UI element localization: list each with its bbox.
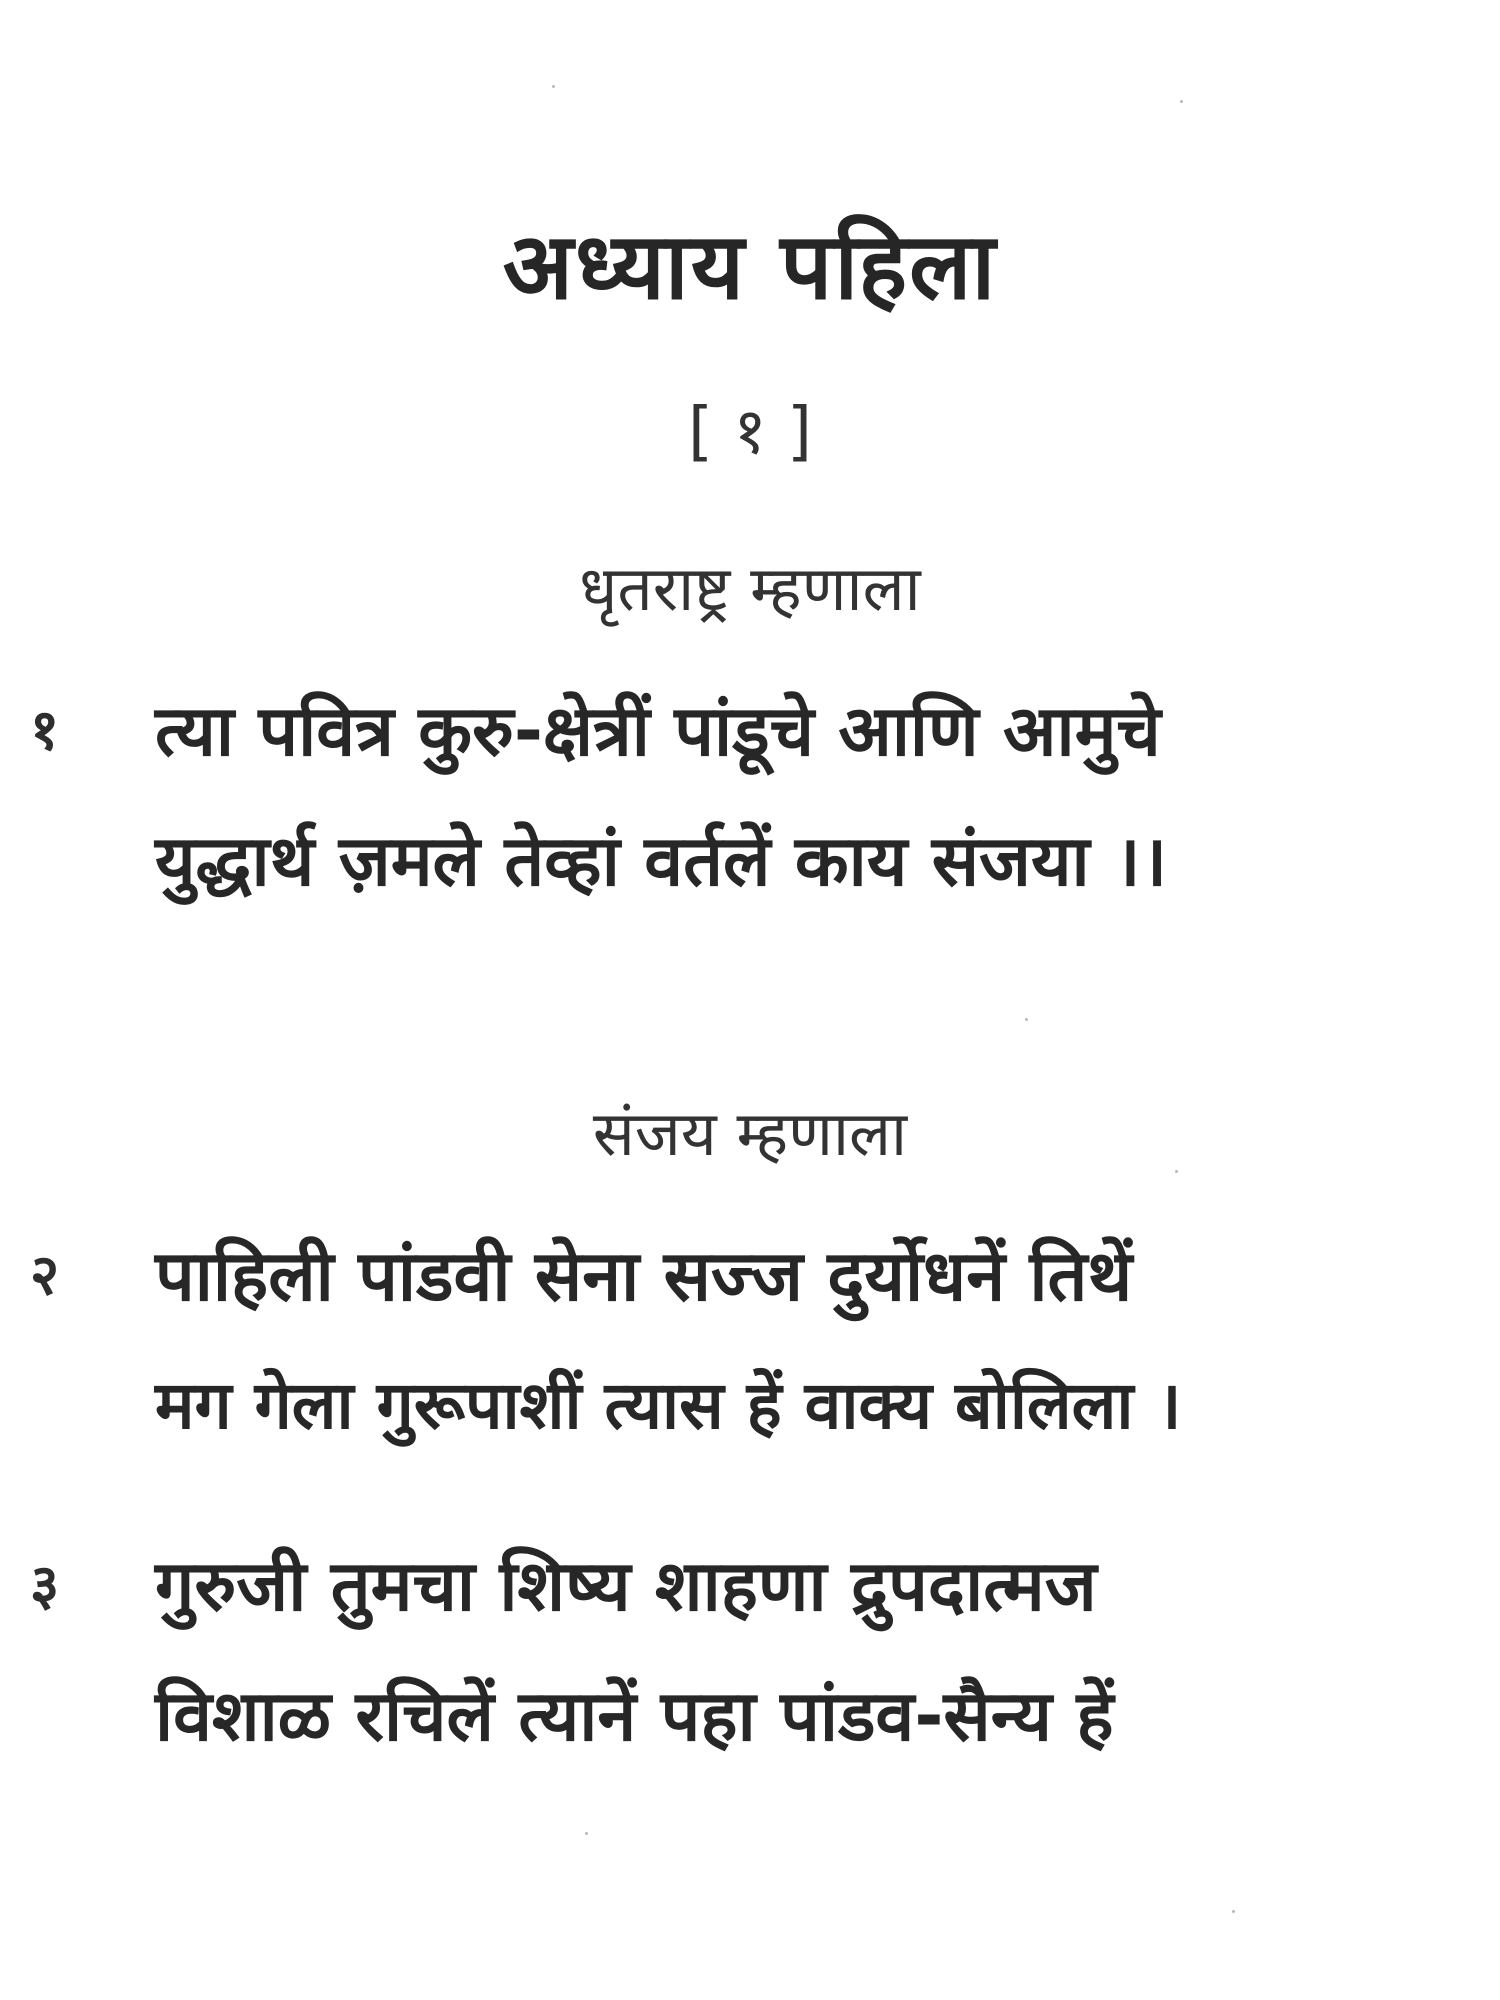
speaker-heading: संजय म्हणाला (592, 1097, 908, 1170)
verse-number: २ (30, 1243, 60, 1308)
chapter-title: अध्याय पहिला (502, 213, 998, 320)
verse-number: १ (30, 698, 60, 763)
verse-line: गुरुजी तुमचा शिष्य शाहणा द्रुपदात्मज (155, 1545, 1097, 1627)
scan-speck (552, 85, 555, 88)
scan-speck (1180, 100, 1183, 103)
scan-speck (1232, 1910, 1235, 1913)
verse-line: त्या पवित्र कुरु-क्षेत्रीं पांडूचे आणि आमुचे (155, 690, 1161, 772)
verse-line: विशाळ रचिलें त्यानें पहा पांडव-सैन्य हें (155, 1675, 1114, 1757)
scan-speck (1025, 1018, 1028, 1021)
scan-speck (585, 1832, 588, 1835)
verse-line: युद्धार्थ ज़मले तेव्हां वर्तलें काय संजया ।। (155, 820, 1168, 902)
speaker-heading: धृतराष्ट्र म्हणाला (579, 552, 921, 625)
verse-number: ३ (30, 1553, 60, 1618)
section-number: [ १ ] (688, 395, 812, 469)
verse-line: मग गेला गुरूपाशीं त्यास हें वाक्य बोलिला । (155, 1367, 1182, 1444)
verse-line: पाहिली पांडवी सेना सज्ज दुर्योधनें तिथें (155, 1235, 1133, 1317)
